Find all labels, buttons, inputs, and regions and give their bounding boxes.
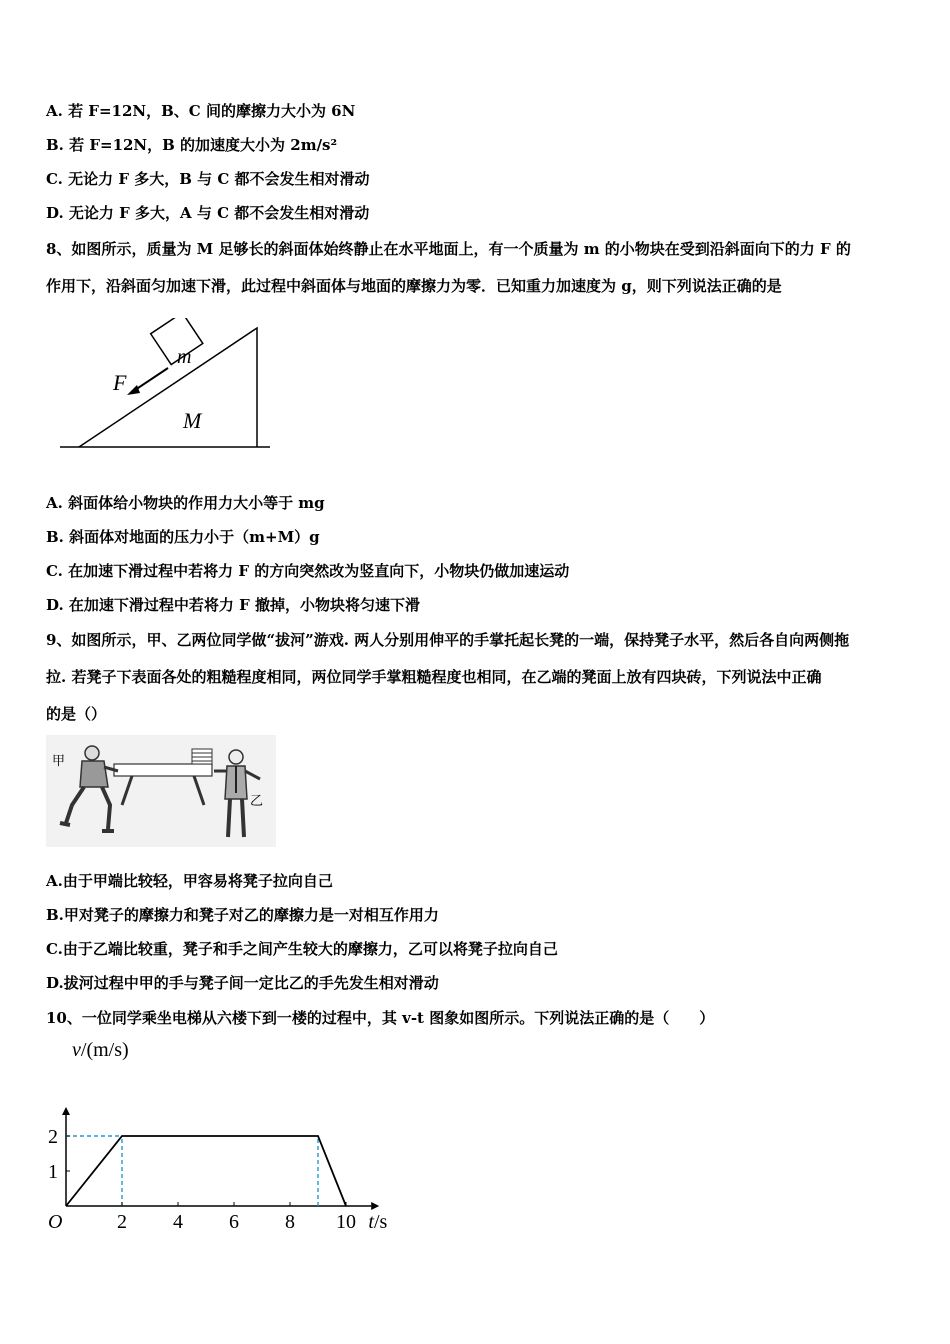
q9-stem-line2: 拉. 若凳子下表面各处的粗糙程度相同，两位同学手掌粗糙程度也相同，在乙端的凳面上放有四块砖，下列说法中正确 xyxy=(46,668,822,686)
x-tick-label: 10 xyxy=(336,1211,356,1233)
y-axis-label: v/(m/s) xyxy=(72,1039,129,1061)
q8-option-b: B. 斜面体对地面的压力小于（m+M）g xyxy=(46,528,320,546)
wedge-label: M xyxy=(183,408,202,433)
q8-option-d: D. 在加速下滑过程中若将力 F 撤掉，小物块将匀速下滑 xyxy=(46,596,421,614)
q9-option-a: A.由于甲端比较轻，甲容易将凳子拉向自己 xyxy=(46,872,333,890)
vt-chart xyxy=(40,1036,400,1236)
q7-option-b: B. 若 F=12N，B 的加速度大小为 2m/s² xyxy=(46,136,338,154)
y-tick-label: 2 xyxy=(48,1126,58,1148)
bench-top xyxy=(114,764,212,776)
q8-stem-line2: 作用下，沿斜面匀加速下滑，此过程中斜面体与地面的摩擦力为零．已知重力加速度为 g，则下列说法正确的是 xyxy=(46,277,782,295)
incline-figure xyxy=(55,318,280,458)
tug-of-war-figure xyxy=(46,735,276,847)
origin-label: O xyxy=(48,1211,63,1233)
force-arrow-head xyxy=(127,385,140,395)
x-tick-label: 4 xyxy=(173,1211,183,1233)
x-tick-label: 6 xyxy=(229,1211,239,1233)
brick xyxy=(192,761,212,764)
x-tick-label: 8 xyxy=(285,1211,295,1233)
x-axis-label: t/s xyxy=(368,1211,388,1233)
x-axis-arrow xyxy=(371,1202,379,1210)
q10-stem: 10、一位同学乘坐电梯从六楼下到一楼的过程中，其 v-t 图象如图所示。下列说法正确的是（ ） xyxy=(46,1009,715,1027)
q7-option-a: A. 若 F=12N，B、C 间的摩擦力大小为 6N xyxy=(46,102,356,120)
y-tick-label: 1 xyxy=(48,1161,58,1183)
brick xyxy=(192,757,212,761)
block-label: m xyxy=(177,346,192,368)
q9-option-d: D.拔河过程中甲的手与凳子间一定比乙的手先发生相对滑动 xyxy=(46,974,439,992)
q9-option-b: B.甲对凳子的摩擦力和凳子对乙的摩擦力是一对相互作用力 xyxy=(46,906,439,924)
q8-stem-line1: 8、如图所示，质量为 M 足够长的斜面体始终静止在水平地面上，有一个质量为 m 的小物块在受到沿斜面向下的力 F 的 xyxy=(46,240,851,258)
y-axis-arrow xyxy=(62,1107,70,1115)
q9-stem-line3: 的是（） xyxy=(46,705,107,723)
brick xyxy=(192,749,212,753)
yi-label: 乙 xyxy=(250,793,264,808)
q7-option-c: C. 无论力 F 多大，B 与 C 都不会发生相对滑动 xyxy=(46,170,370,188)
q7-option-d: D. 无论力 F 多大，A 与 C 都不会发生相对滑动 xyxy=(46,204,370,222)
jia-label: 甲 xyxy=(52,753,66,768)
vt-series-line xyxy=(66,1136,346,1206)
q8-option-a: A. 斜面体给小物块的作用力大小等于 mg xyxy=(46,494,325,512)
brick xyxy=(192,753,212,757)
force-arrow-shaft xyxy=(135,368,168,390)
q8-option-c: C. 在加速下滑过程中若将力 F 的方向突然改为竖直向下，小物块仍做加速运动 xyxy=(46,562,570,580)
q9-option-c: C.由于乙端比较重，凳子和手之间产生较大的摩擦力，乙可以将凳子拉向自己 xyxy=(46,940,558,958)
q9-stem-line1: 9、如图所示，甲、乙两位同学做“拔河”游戏. 两人分别用伸平的手掌托起长凳的一端，保持凳子水平，然后各自向两侧拖 xyxy=(46,631,850,649)
x-tick-label: 2 xyxy=(117,1211,127,1233)
force-label: F xyxy=(113,370,127,395)
